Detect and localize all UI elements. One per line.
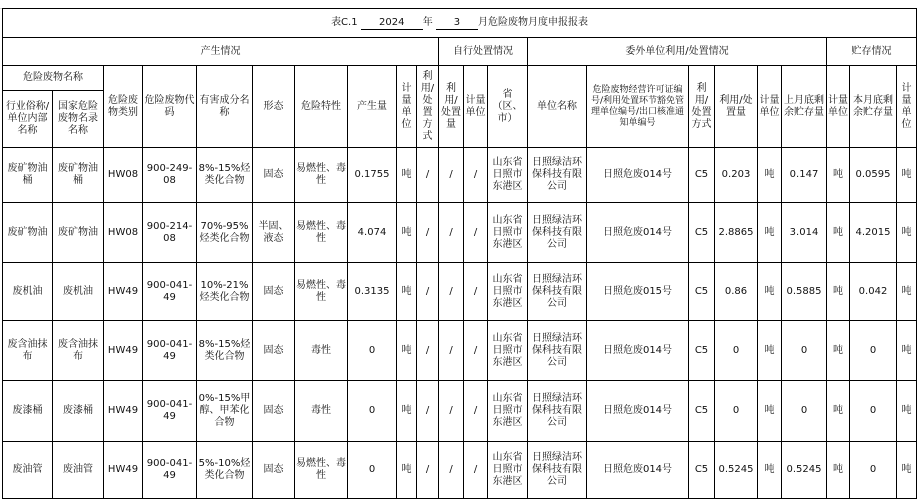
cell-province[interactable]: 山东省日照市东港区 <box>488 203 528 263</box>
cell-gen-qty[interactable]: 0.3135 <box>348 263 397 321</box>
header-last-stock[interactable]: 上月底剩余贮存量 <box>782 66 827 148</box>
cell-gen-unit[interactable]: 吨 <box>397 148 417 203</box>
cell-last-stock[interactable]: 3.014 <box>782 203 827 263</box>
cell-harmful[interactable]: 5%-10%烃类化合物 <box>197 442 253 499</box>
cell-national[interactable]: 废矿物油桶 <box>53 148 104 203</box>
cell-this-stock[interactable]: 0 <box>850 321 897 381</box>
header-code[interactable]: 危险废物代码 <box>143 66 197 148</box>
cell-self-unit[interactable]: / <box>464 442 488 499</box>
header-out-method[interactable]: 利用/处置方式 <box>689 66 715 148</box>
header-self-method[interactable]: 利用/处置方式 <box>417 66 439 148</box>
cell-self-unit[interactable]: / <box>464 263 488 321</box>
table-row <box>3 321 917 381</box>
cell-hazard[interactable]: 易燃性、毒性 <box>295 148 348 203</box>
group-outsource[interactable]: 委外单位利用/处置情况 <box>528 38 827 66</box>
cell-last-stock[interactable]: 0.147 <box>782 148 827 203</box>
report-title[interactable] <box>3 9 917 38</box>
cell-province[interactable]: 山东省日照市东港区 <box>488 321 528 381</box>
cell-gen-unit[interactable]: 吨 <box>397 203 417 263</box>
cell-this-unit[interactable]: 吨 <box>897 203 917 263</box>
cell-category[interactable]: HW49 <box>104 381 143 442</box>
cell-last-stock[interactable]: 0.5245 <box>782 442 827 499</box>
cell-out-method[interactable]: C5 <box>689 321 715 381</box>
cell-code[interactable]: 900-249-08 <box>143 148 197 203</box>
cell-hazard[interactable]: 易燃性、毒性 <box>295 203 348 263</box>
cell-out-unit[interactable]: 吨 <box>758 381 782 442</box>
cell-category[interactable]: HW08 <box>104 148 143 203</box>
cell-industry[interactable]: 废油管 <box>3 442 53 499</box>
cell-this-unit[interactable]: 吨 <box>897 381 917 442</box>
cell-gen-qty[interactable]: 0 <box>348 381 397 442</box>
cell-code[interactable]: 900-041-49 <box>143 263 197 321</box>
cell-industry[interactable]: 废含油抹布 <box>3 321 53 381</box>
cell-stock-unit[interactable]: 吨 <box>827 203 850 263</box>
cell-gen-unit[interactable]: 吨 <box>397 381 417 442</box>
cell-last-stock[interactable]: 0 <box>782 321 827 381</box>
header-national-name[interactable]: 国家危险废物名录名称 <box>53 91 104 148</box>
title-prefix: 表C.1 <box>331 16 358 28</box>
cell-gen-unit[interactable]: 吨 <box>397 263 417 321</box>
cell-license[interactable]: 日照危废014号 <box>587 148 689 203</box>
cell-code[interactable]: 900-041-49 <box>143 321 197 381</box>
cell-self-method[interactable]: / <box>417 381 439 442</box>
table-row <box>3 381 917 442</box>
cell-form[interactable]: 固态 <box>253 381 295 442</box>
cell-national[interactable]: 废机油 <box>53 263 104 321</box>
cell-gen-qty[interactable]: 0 <box>348 321 397 381</box>
cell-self-qty[interactable]: / <box>439 263 464 321</box>
cell-license[interactable]: 日照危废015号 <box>587 263 689 321</box>
header-self-unit[interactable]: 计量单位 <box>464 66 488 148</box>
cell-out-qty[interactable]: 0.5245 <box>715 442 758 499</box>
title-year: 2024 <box>361 17 423 30</box>
cell-company[interactable]: 日照绿洁环保科技有限公司 <box>528 321 587 381</box>
header-gen-unit[interactable]: 计量单位 <box>397 66 417 148</box>
cell-category[interactable]: HW08 <box>104 203 143 263</box>
cell-self-method[interactable]: / <box>417 148 439 203</box>
cell-hazard[interactable]: 易燃性、毒性 <box>295 442 348 499</box>
table-row <box>3 263 917 321</box>
cell-last-stock[interactable]: 0 <box>782 381 827 442</box>
header-out-unit[interactable]: 计量单位 <box>758 66 782 148</box>
header-category[interactable]: 危险废物类别 <box>104 66 143 148</box>
cell-last-stock[interactable]: 0.5885 <box>782 263 827 321</box>
cell-company[interactable]: 日照绿洁环保科技有限公司 <box>528 203 587 263</box>
title-year-unit: 年 <box>422 16 433 28</box>
header-hazard[interactable]: 危险特性 <box>295 66 348 148</box>
group-header-row <box>3 38 917 66</box>
header-row-1 <box>3 66 917 91</box>
cell-license[interactable]: 日照危废014号 <box>587 381 689 442</box>
cell-code[interactable]: 900-214-08 <box>143 203 197 263</box>
cell-out-unit[interactable]: 吨 <box>758 148 782 203</box>
cell-this-unit[interactable]: 吨 <box>897 442 917 499</box>
cell-category[interactable]: HW49 <box>104 321 143 381</box>
cell-harmful[interactable]: 0%-15%甲醇、甲苯化合物 <box>197 381 253 442</box>
cell-out-unit[interactable]: 吨 <box>758 203 782 263</box>
cell-out-unit[interactable]: 吨 <box>758 321 782 381</box>
cell-this-stock[interactable]: 0 <box>850 381 897 442</box>
cell-this-stock[interactable]: 0.042 <box>850 263 897 321</box>
title-row <box>3 9 917 38</box>
cell-this-stock[interactable]: 4.2015 <box>850 203 897 263</box>
cell-self-method[interactable]: / <box>417 321 439 381</box>
cell-this-stock[interactable]: 0 <box>850 442 897 499</box>
cell-gen-unit[interactable]: 吨 <box>397 321 417 381</box>
cell-self-qty[interactable]: / <box>439 148 464 203</box>
cell-this-unit[interactable]: 吨 <box>897 321 917 381</box>
table-row <box>3 203 917 263</box>
cell-code[interactable]: 900-041-49 <box>143 442 197 499</box>
cell-self-qty[interactable]: / <box>439 203 464 263</box>
cell-province[interactable]: 山东省日照市东港区 <box>488 148 528 203</box>
group-self-process[interactable]: 自行处置情况 <box>439 38 528 66</box>
cell-form[interactable]: 半固、液态 <box>253 203 295 263</box>
cell-self-method[interactable]: / <box>417 442 439 499</box>
cell-out-qty[interactable]: 2.8865 <box>715 203 758 263</box>
header-this-stock[interactable]: 本月底剩余贮存量 <box>850 66 897 148</box>
cell-self-unit[interactable]: / <box>464 381 488 442</box>
cell-self-unit[interactable]: / <box>464 148 488 203</box>
cell-gen-qty[interactable]: 0.1755 <box>348 148 397 203</box>
cell-self-method[interactable]: / <box>417 203 439 263</box>
cell-out-qty[interactable]: 0.86 <box>715 263 758 321</box>
cell-out-method[interactable]: C5 <box>689 203 715 263</box>
cell-self-qty[interactable]: / <box>439 381 464 442</box>
cell-form[interactable]: 固态 <box>253 321 295 381</box>
header-company[interactable]: 单位名称 <box>528 66 587 148</box>
cell-out-qty[interactable]: 0.203 <box>715 148 758 203</box>
cell-national[interactable]: 废矿物油 <box>53 203 104 263</box>
header-self-qty[interactable]: 利用/处置量 <box>439 66 464 148</box>
cell-harmful[interactable]: 8%-15%烃类化合物 <box>197 321 253 381</box>
cell-gen-qty[interactable]: 0 <box>348 442 397 499</box>
header-license[interactable]: 危险废物经营许可证编号/利用处置环节豁免管理单位编号/出口核准通知单编号 <box>587 66 689 148</box>
cell-out-method[interactable]: C5 <box>689 263 715 321</box>
cell-national[interactable]: 废含油抹布 <box>53 321 104 381</box>
cell-form[interactable]: 固态 <box>253 263 295 321</box>
cell-company[interactable]: 日照绿洁环保科技有限公司 <box>528 263 587 321</box>
cell-stock-unit[interactable]: 吨 <box>827 381 850 442</box>
cell-self-qty[interactable]: / <box>439 442 464 499</box>
cell-self-method[interactable]: / <box>417 263 439 321</box>
cell-out-method[interactable]: C5 <box>689 442 715 499</box>
header-out-qty[interactable]: 利用/处置量 <box>715 66 758 148</box>
header-waste-name[interactable]: 危险废物名称 <box>3 66 104 91</box>
header-industry-name[interactable]: 行业俗称/单位内部名称 <box>3 91 53 148</box>
cell-gen-unit[interactable]: 吨 <box>397 442 417 499</box>
cell-category[interactable]: HW49 <box>104 263 143 321</box>
cell-province[interactable]: 山东省日照市东港区 <box>488 263 528 321</box>
cell-license[interactable]: 日照危废014号 <box>587 203 689 263</box>
cell-code[interactable]: 900-041-49 <box>143 381 197 442</box>
header-gen-qty[interactable]: 产生量 <box>348 66 397 148</box>
cell-license[interactable]: 日照危废014号 <box>587 321 689 381</box>
cell-industry[interactable]: 废漆桶 <box>3 381 53 442</box>
cell-form[interactable]: 固态 <box>253 148 295 203</box>
cell-form[interactable]: 固态 <box>253 442 295 499</box>
cell-this-unit[interactable]: 吨 <box>897 263 917 321</box>
cell-out-method[interactable]: C5 <box>689 148 715 203</box>
title-month: 3 <box>436 17 478 30</box>
cell-harmful[interactable]: 10%-21%烃类化合物 <box>197 263 253 321</box>
cell-gen-qty[interactable]: 4.074 <box>348 203 397 263</box>
header-harmful[interactable]: 有害成分名称 <box>197 66 253 148</box>
cell-harmful[interactable]: 8%-15%烃类化合物 <box>197 148 253 203</box>
table-row <box>3 148 917 203</box>
header-province[interactable]: 省（区、市） <box>488 66 528 148</box>
cell-province[interactable]: 山东省日照市东港区 <box>488 442 528 499</box>
cell-stock-unit[interactable]: 吨 <box>827 263 850 321</box>
cell-hazard[interactable]: 毒性 <box>295 381 348 442</box>
cell-category[interactable]: HW49 <box>104 442 143 499</box>
cell-national[interactable]: 废漆桶 <box>53 381 104 442</box>
cell-self-qty[interactable]: / <box>439 321 464 381</box>
cell-this-stock[interactable]: 0.0595 <box>850 148 897 203</box>
cell-out-unit[interactable]: 吨 <box>758 442 782 499</box>
cell-self-unit[interactable]: / <box>464 321 488 381</box>
cell-stock-unit[interactable]: 吨 <box>827 321 850 381</box>
cell-company[interactable]: 日照绿洁环保科技有限公司 <box>528 442 587 499</box>
cell-industry[interactable]: 废矿物油桶 <box>3 148 53 203</box>
title-suffix: 月危险废物月度申报报表 <box>477 16 588 28</box>
hazardous-waste-report-table <box>2 8 917 499</box>
cell-self-unit[interactable]: / <box>464 203 488 263</box>
header-stock-unit[interactable]: 计量单位 <box>827 66 850 148</box>
cell-national[interactable]: 废油管 <box>53 442 104 499</box>
cell-out-qty[interactable]: 0 <box>715 381 758 442</box>
cell-out-qty[interactable]: 0 <box>715 321 758 381</box>
cell-hazard[interactable]: 易燃性、毒性 <box>295 263 348 321</box>
table-row <box>3 442 917 499</box>
cell-stock-unit[interactable]: 吨 <box>827 148 850 203</box>
cell-out-unit[interactable]: 吨 <box>758 263 782 321</box>
cell-hazard[interactable]: 毒性 <box>295 321 348 381</box>
cell-out-method[interactable]: C5 <box>689 381 715 442</box>
cell-this-unit[interactable]: 吨 <box>897 148 917 203</box>
header-form[interactable]: 形态 <box>253 66 295 148</box>
cell-industry[interactable]: 废矿物油 <box>3 203 53 263</box>
cell-province[interactable]: 山东省日照市东港区 <box>488 381 528 442</box>
group-generation[interactable]: 产生情况 <box>3 38 439 66</box>
cell-harmful[interactable]: 70%-95%烃类化合物 <box>197 203 253 263</box>
cell-stock-unit[interactable]: 吨 <box>827 442 850 499</box>
cell-license[interactable]: 日照危废014号 <box>587 442 689 499</box>
cell-company[interactable]: 日照绿洁环保科技有限公司 <box>528 148 587 203</box>
cell-company[interactable]: 日照绿洁环保科技有限公司 <box>528 381 587 442</box>
header-this-unit[interactable]: 计量单位 <box>897 66 917 148</box>
group-storage[interactable]: 贮存情况 <box>827 38 917 66</box>
cell-industry[interactable]: 废机油 <box>3 263 53 321</box>
